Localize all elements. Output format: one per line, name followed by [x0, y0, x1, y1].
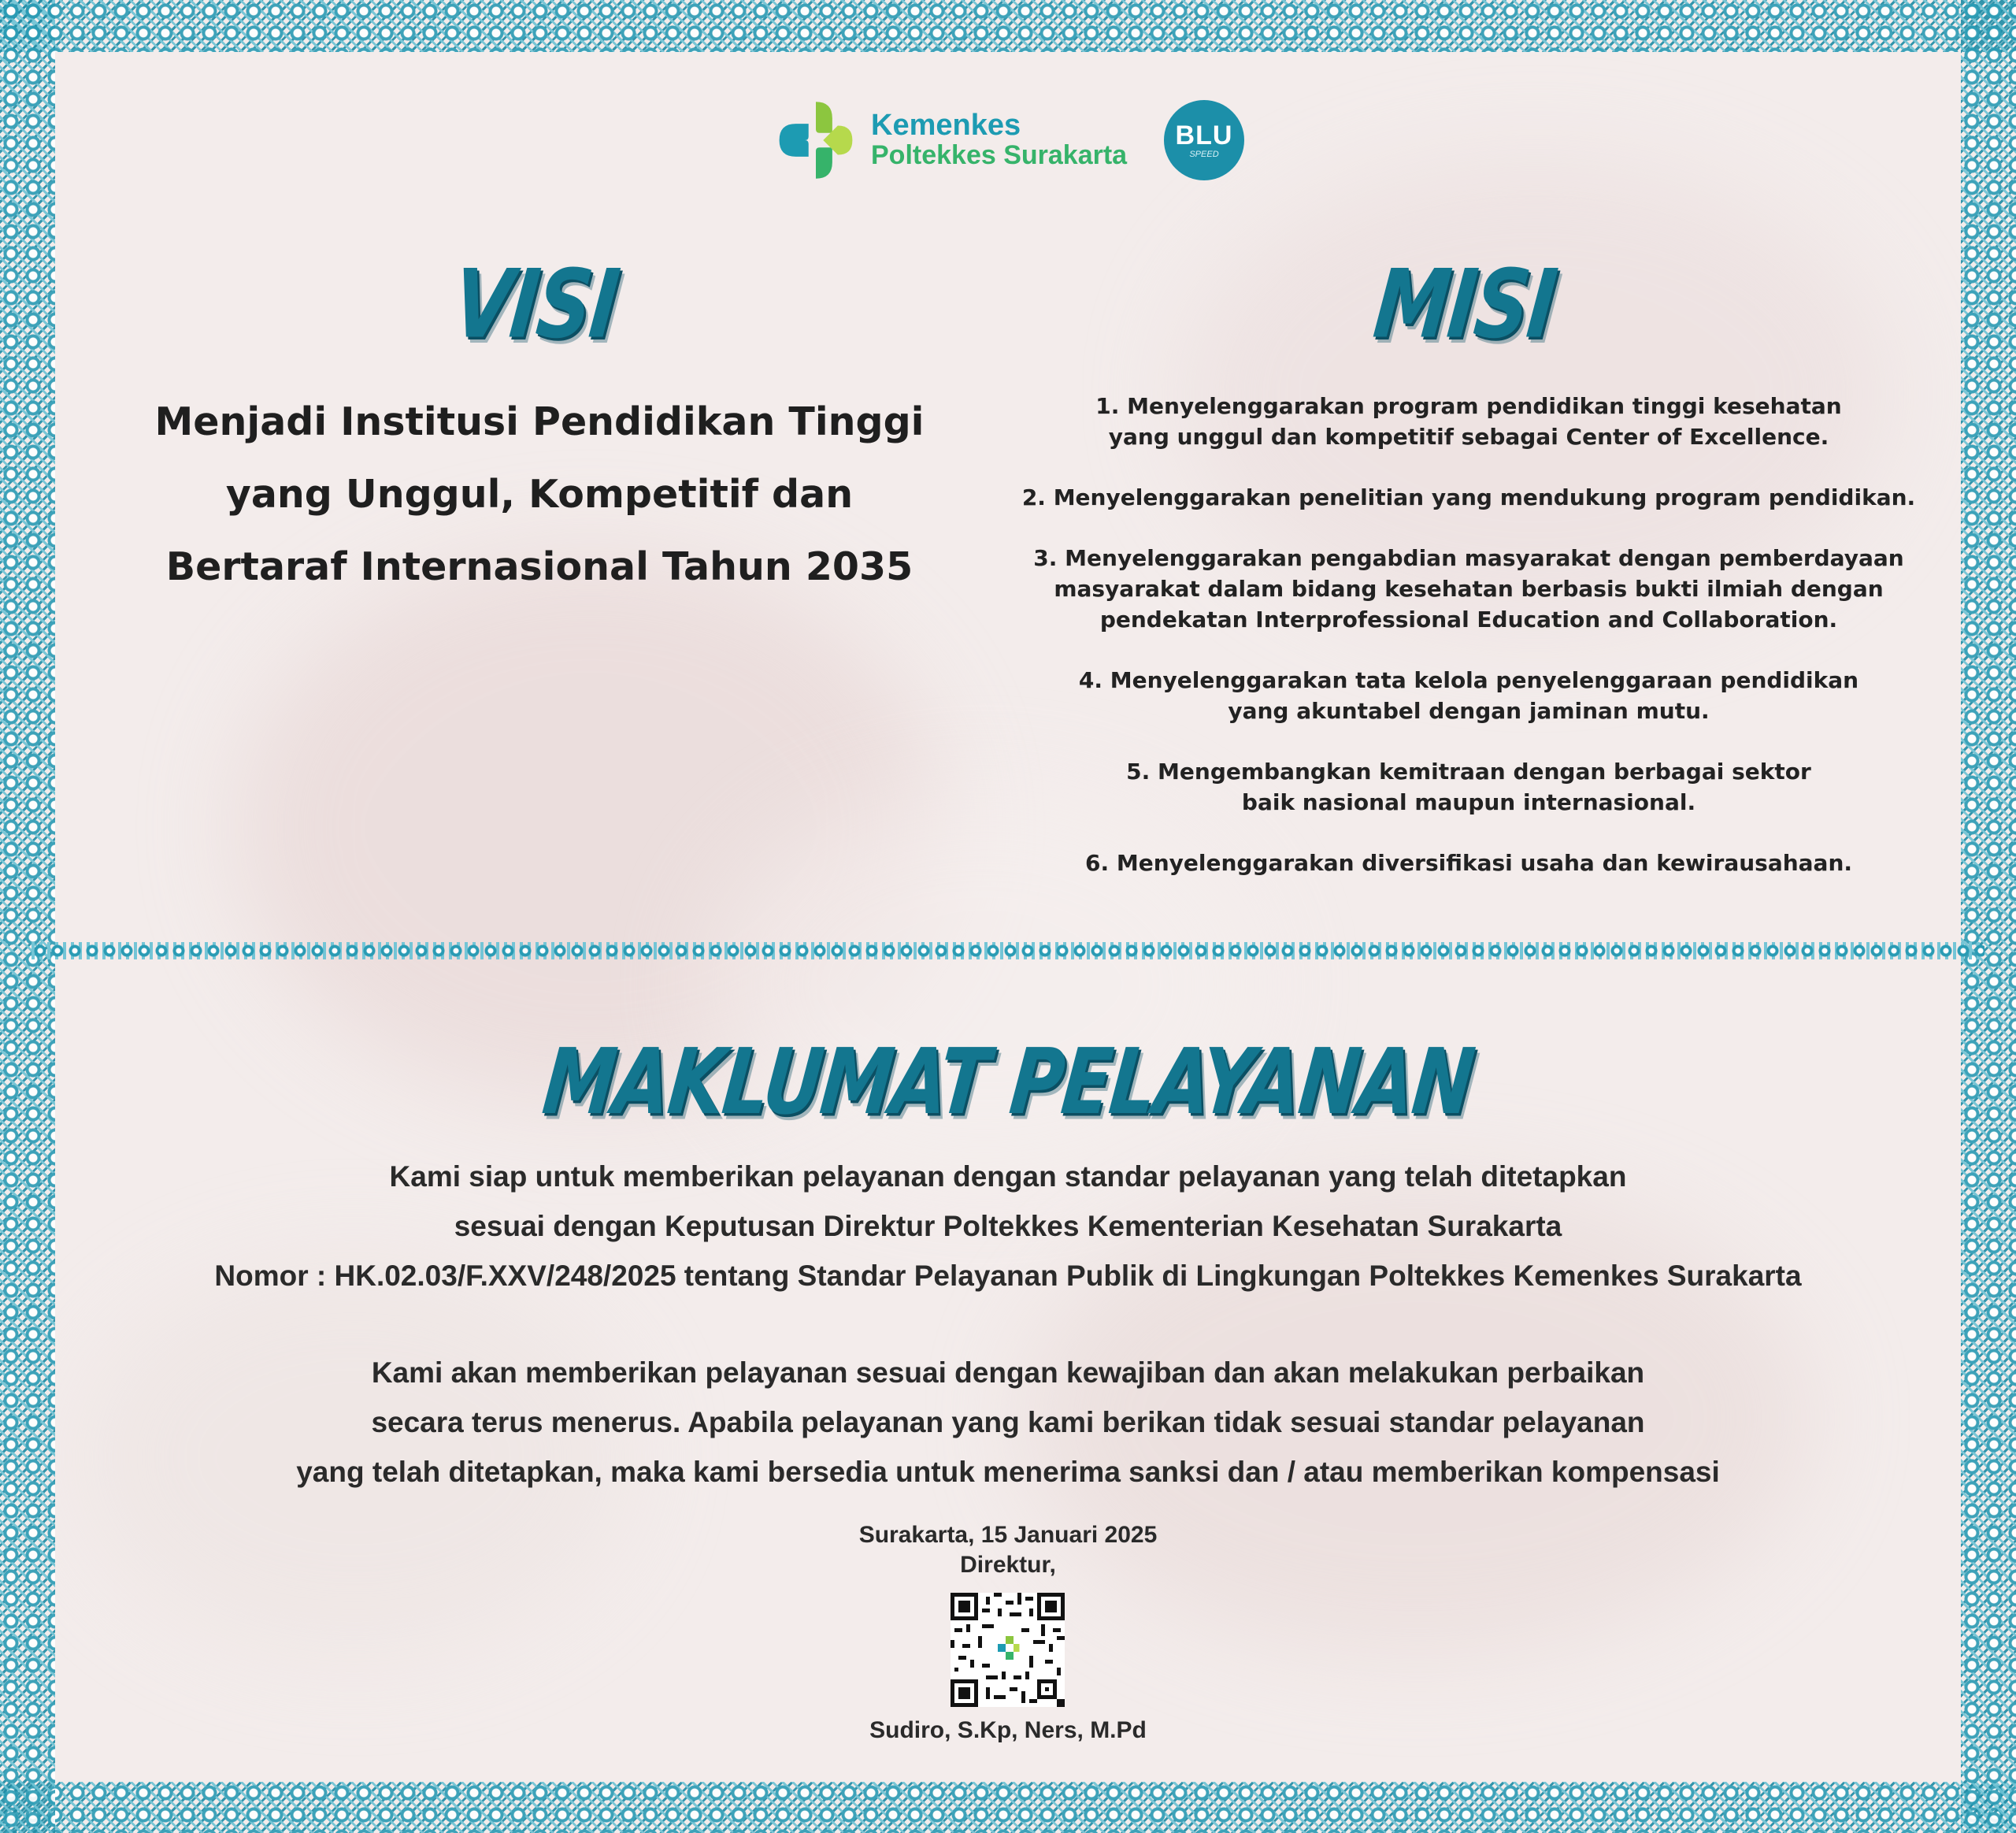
signature-qr-code — [951, 1593, 1065, 1707]
misi-line: 4. Menyelenggarakan tata kelola penyelenggaraan pendidikan — [1078, 667, 1859, 693]
blu-logo-sub: SPEED — [1189, 149, 1219, 159]
misi-heading: MISI — [1369, 249, 1561, 359]
logo-kemenkes-name: Kemenkes — [871, 109, 1021, 143]
maklumat-line: Kami siap untuk memberikan pelayanan dengan standar pelayanan yang telah ditetapkan — [389, 1160, 1627, 1193]
signature-place-date: Surakarta, 15 Januari 2025 — [858, 1522, 1158, 1548]
misi-line: baik nasional maupun internasional. — [1241, 789, 1696, 815]
misi-line: masyarakat dalam bidang kesehatan berbasis bukti ilmiah dengan — [1054, 576, 1884, 602]
misi-item — [984, 848, 1953, 878]
misi-item — [984, 482, 1953, 513]
misi-line: yang unggul dan kompetitif sebagai Center of Excellence. — [1108, 424, 1829, 450]
misi-item — [984, 391, 1953, 452]
misi-line: 2. Menyelenggarakan penelitian yang mendukung program pendidikan. — [1021, 484, 1916, 510]
signature-name: Sudiro, S.Kp, Ners, M.Pd — [869, 1717, 1147, 1743]
misi-line: pendekatan Interprofessional Education and Collaboration. — [1099, 607, 1838, 633]
maklumat-body — [63, 1152, 1953, 1497]
maklumat-line: secara terus menerus. Apabila pelayanan yang kami berikan tidak sesuai standar pelayanan — [371, 1406, 1645, 1438]
misi-line: 5. Mengembangkan kemitraan dengan berbagai sektor — [1126, 759, 1811, 785]
logo-poltekkes-name: Poltekkes Surakarta — [871, 140, 1128, 171]
misi-line: 6. Menyelenggarakan diversifikasi usaha dan kewirausahaan. — [1084, 850, 1853, 876]
kemenkes-emblem-icon — [770, 95, 862, 186]
visi-line: yang Unggul, Kompetitif dan — [225, 472, 854, 517]
kemenkes-logo-text — [871, 110, 1127, 170]
visi-statement — [110, 386, 969, 603]
maklumat-line: Nomor : HK.02.03/F.XXV/248/2025 tentang Standar Pelayanan Publik di Lingkungan Poltekkes Kemenkes Surakarta — [214, 1260, 1802, 1292]
maklumat-line: Kami akan memberikan pelayanan sesuai dengan kewajiban dan akan melakukan perbaikan — [371, 1356, 1645, 1389]
blu-speed-logo — [1164, 100, 1244, 180]
blu-logo-main: BLU — [1175, 120, 1233, 150]
misi-line: 3. Menyelenggarakan pengabdian masyarakat dengan pemberdayaan — [1033, 545, 1904, 571]
misi-item — [984, 665, 1953, 726]
maklumat-line: yang telah ditetapkan, maka kami bersedia untuk menerima sanksi dan / atau memberikan kompensasi — [296, 1456, 1720, 1488]
visi-line: Bertaraf Internasional Tahun 2035 — [165, 544, 914, 589]
visi-heading: VISI — [448, 249, 623, 359]
maklumat-heading: MAKLUMAT PELAYANAN — [538, 1029, 1478, 1135]
misi-line: 1. Menyelenggarakan program pendidikan tinggi kesehatan — [1095, 393, 1842, 419]
misi-item — [984, 543, 1953, 635]
signature-block — [772, 1520, 1244, 1580]
misi-item — [984, 756, 1953, 818]
kemenkes-logo — [770, 93, 1140, 187]
misi-line: yang akuntabel dengan jaminan mutu. — [1228, 698, 1710, 724]
maklumat-paragraph-2 — [63, 1348, 1953, 1497]
signature-title: Direktur, — [960, 1552, 1056, 1578]
misi-list — [984, 391, 1953, 908]
maklumat-paragraph-1 — [63, 1152, 1953, 1301]
visi-line: Menjadi Institusi Pendidikan Tinggi — [154, 399, 925, 444]
maklumat-line: sesuai dengan Keputusan Direktur Poltekkes Kementerian Kesehatan Surakarta — [454, 1210, 1562, 1242]
